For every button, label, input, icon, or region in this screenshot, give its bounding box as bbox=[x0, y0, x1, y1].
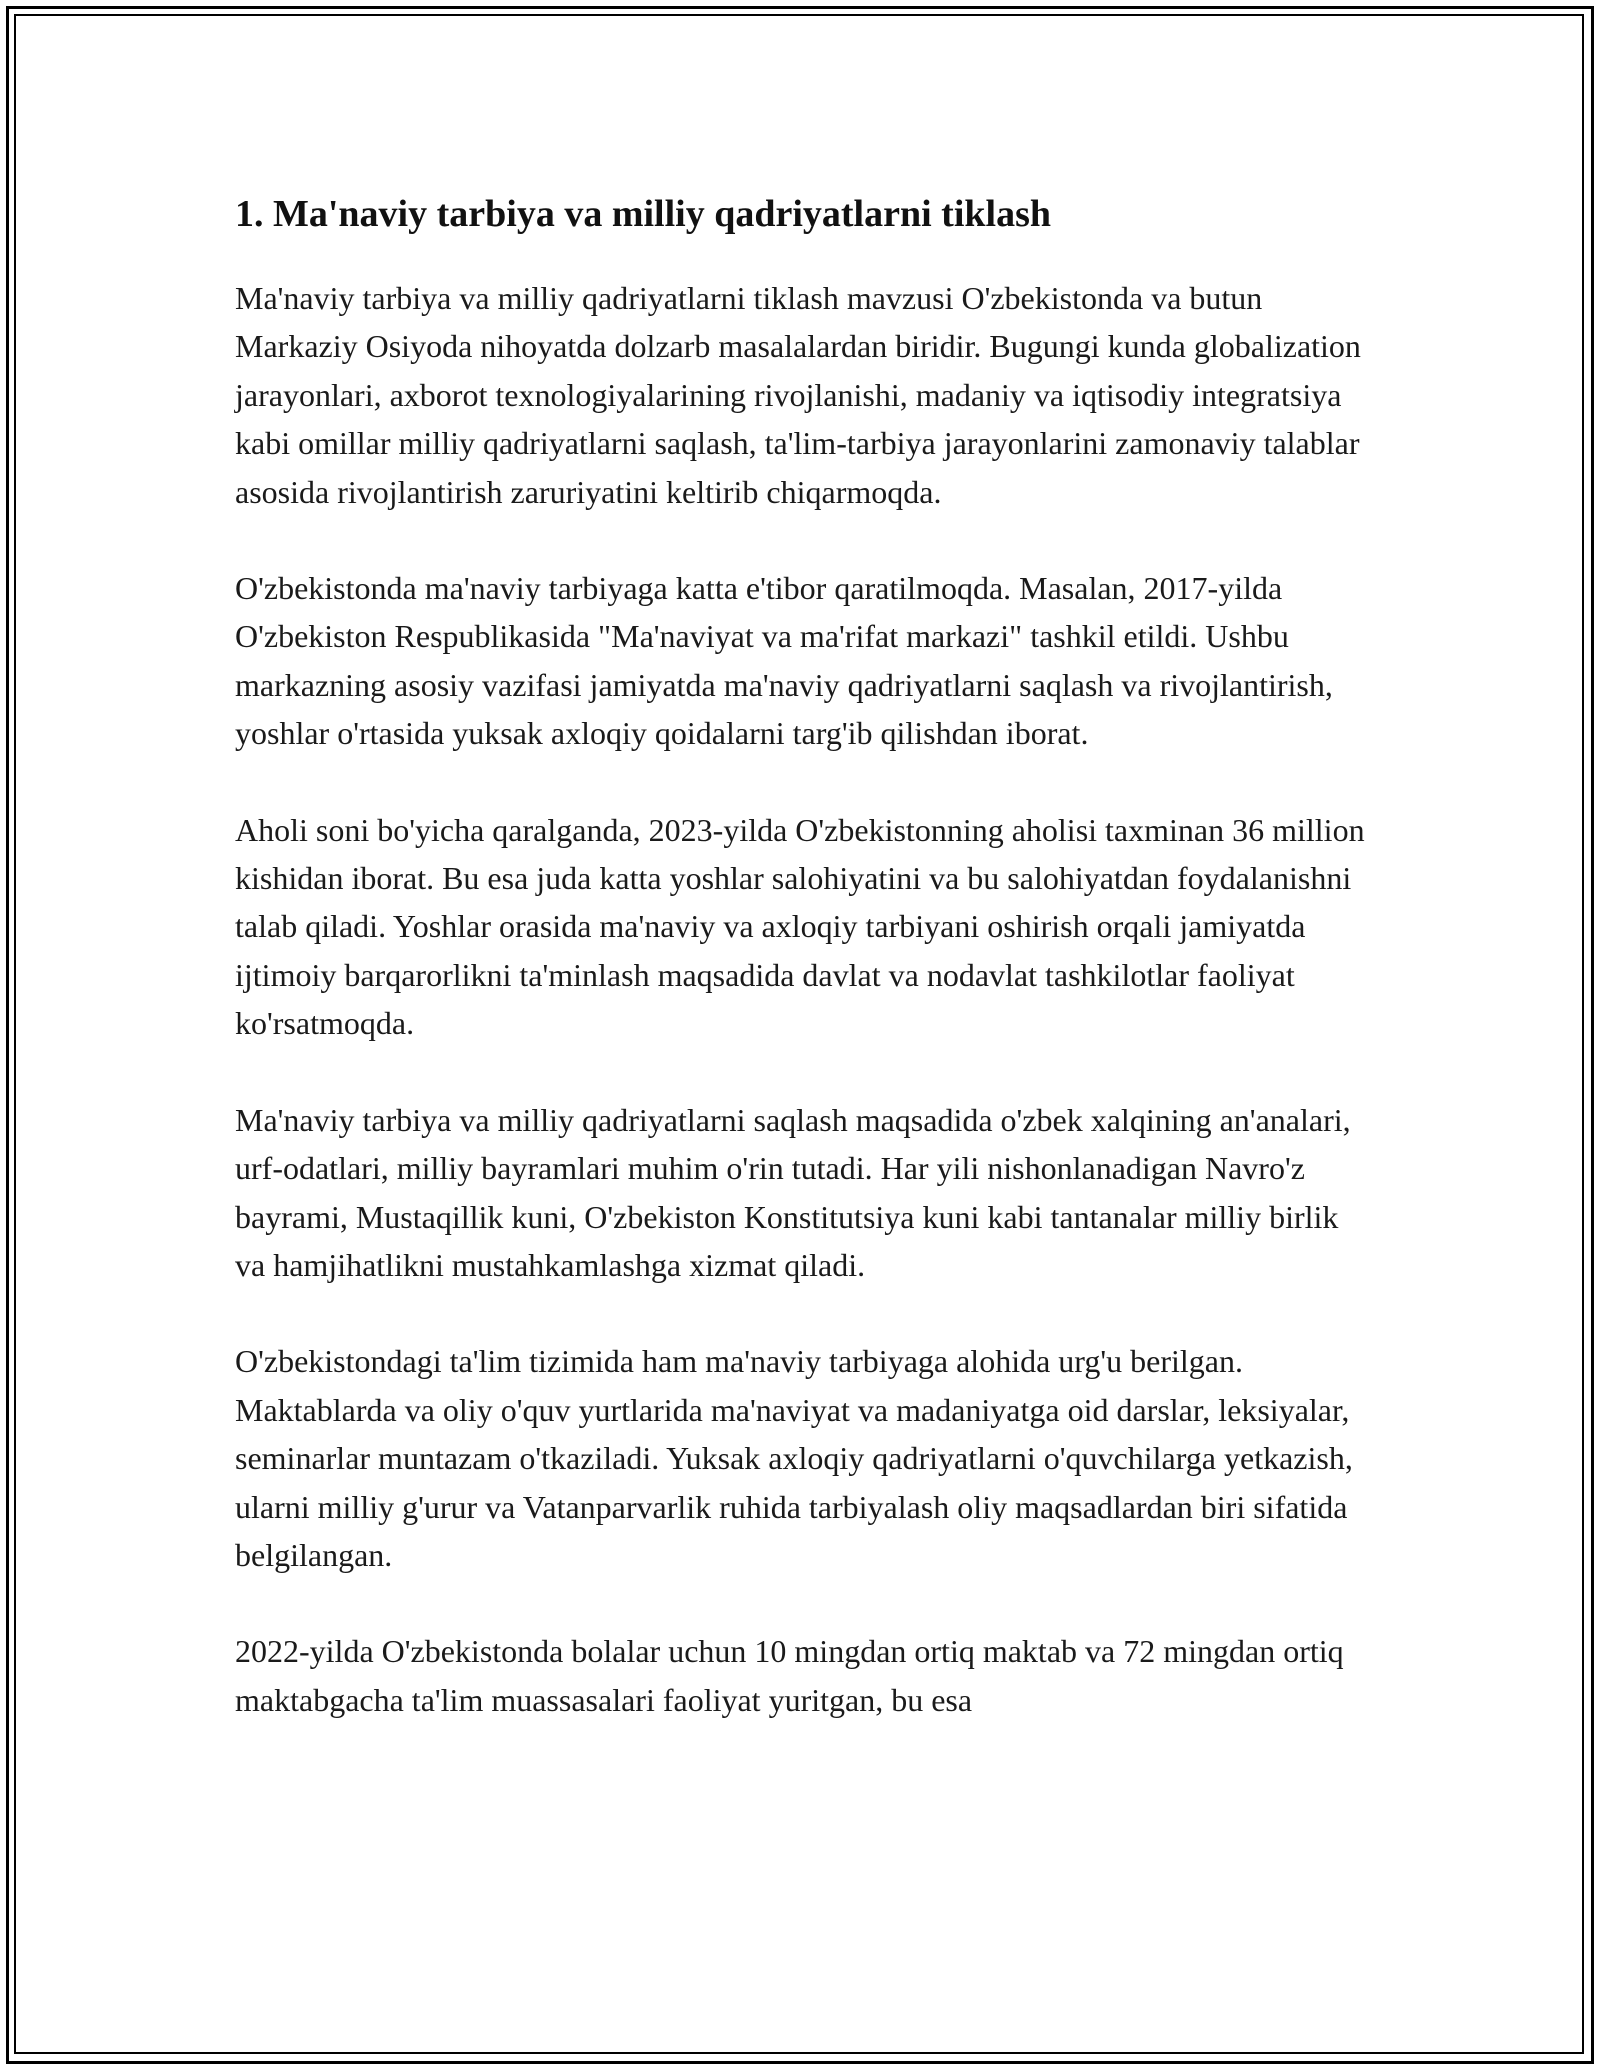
paragraph-4: Ma'naviy tarbiya va milliy qadriyatlarni saqlash maqsadida o'zbek xalqining an'analari, urf-odatlari, milliy bayramlari muhim o'rin tutadi. Har yili nishonlanadigan Navro'z bayrami, Mustaqillik kuni, O'zbekiston Konstitutsiya kuni kabi tantanalar milliy birlik va hamjihatlikni mustahkamlashga xizmat qiladi. bbox=[235, 1101, 1351, 1283]
paragraph-5: O'zbekistondagi ta'lim tizimida ham ma'naviy tarbiyaga alohida urg'u berilgan. Maktablarda va oliy o'quv yurtlarida ma'naviyat va madaniyatga oid darslar, leksiyalar, seminarlar muntazam o'tkaziladi. Yuksak axloqiy qadriyatlarni o'quvchilarga yetkazish, ularni milliy g'urur va Vatanparvarlik ruhida tarbiyalash oliy maqsadlardan biri sifatida belgilangan. bbox=[235, 1343, 1353, 1573]
paragraph-2: O'zbekistonda ma'naviy tarbiyaga katta e'tibor qaratilmoqda. Masalan, 2017-yilda O'zbekiston Respublikasida "Ma'naviyat va ma'rifat markazi" tashkil etildi. Ushbu markazning asosiy vazifasi jamiyatda ma'naviy qadriyatlarni saqlash va rivojlantirish, yoshlar o'rtasida yuksak axloqiy qoidalarni targ'ib qilishdan iborat. bbox=[235, 570, 1333, 752]
paragraph-6: 2022-yilda O'zbekistonda bolalar uchun 10 mingdan ortiq maktab va 72 mingdan ortiq maktabgacha ta'lim muassasalari faoliyat yuritgan, bu esa bbox=[235, 1633, 1344, 1718]
paragraph-1: Ma'naviy tarbiya va milliy qadriyatlarni tiklash mavzusi O'zbekistonda va butun Markaziy Osiyoda nihoyatda dolzarb masalalardan biridir. Bugungi kunda globalization jarayonlari, axborot texnologiyalarining rivojlanishi, madaniy va iqtisodiy integratsiya kabi omillar milliy qadriyatlarni saqlash, ta'lim-tarbiya jarayonlarini zamonaviy talablar asosida rivojlantirish zaruriyatini keltirib chiqarmoqda. bbox=[235, 280, 1361, 510]
document-body bbox=[235, 188, 1375, 1772]
section-heading: 1. Ma'naviy tarbiya va milliy qadriyatlarni tiklash bbox=[235, 193, 1051, 235]
paragraph-3: Aholi soni bo'yicha qaralganda, 2023-yilda O'zbekistonning aholisi taxminan 36 million kishidan iborat. Bu esa juda katta yoshlar salohiyatini va bu salohiyatdan foydalanishni talab qiladi. Yoshlar orasida ma'naviy va axloqiy tarbiyani oshirish orqali jamiyatda ijtimoiy barqarorlikni ta'minlash maqsadida davlat va nodavlat tashkilotlar faoliyat ko'rsatmoqda. bbox=[235, 811, 1365, 1042]
